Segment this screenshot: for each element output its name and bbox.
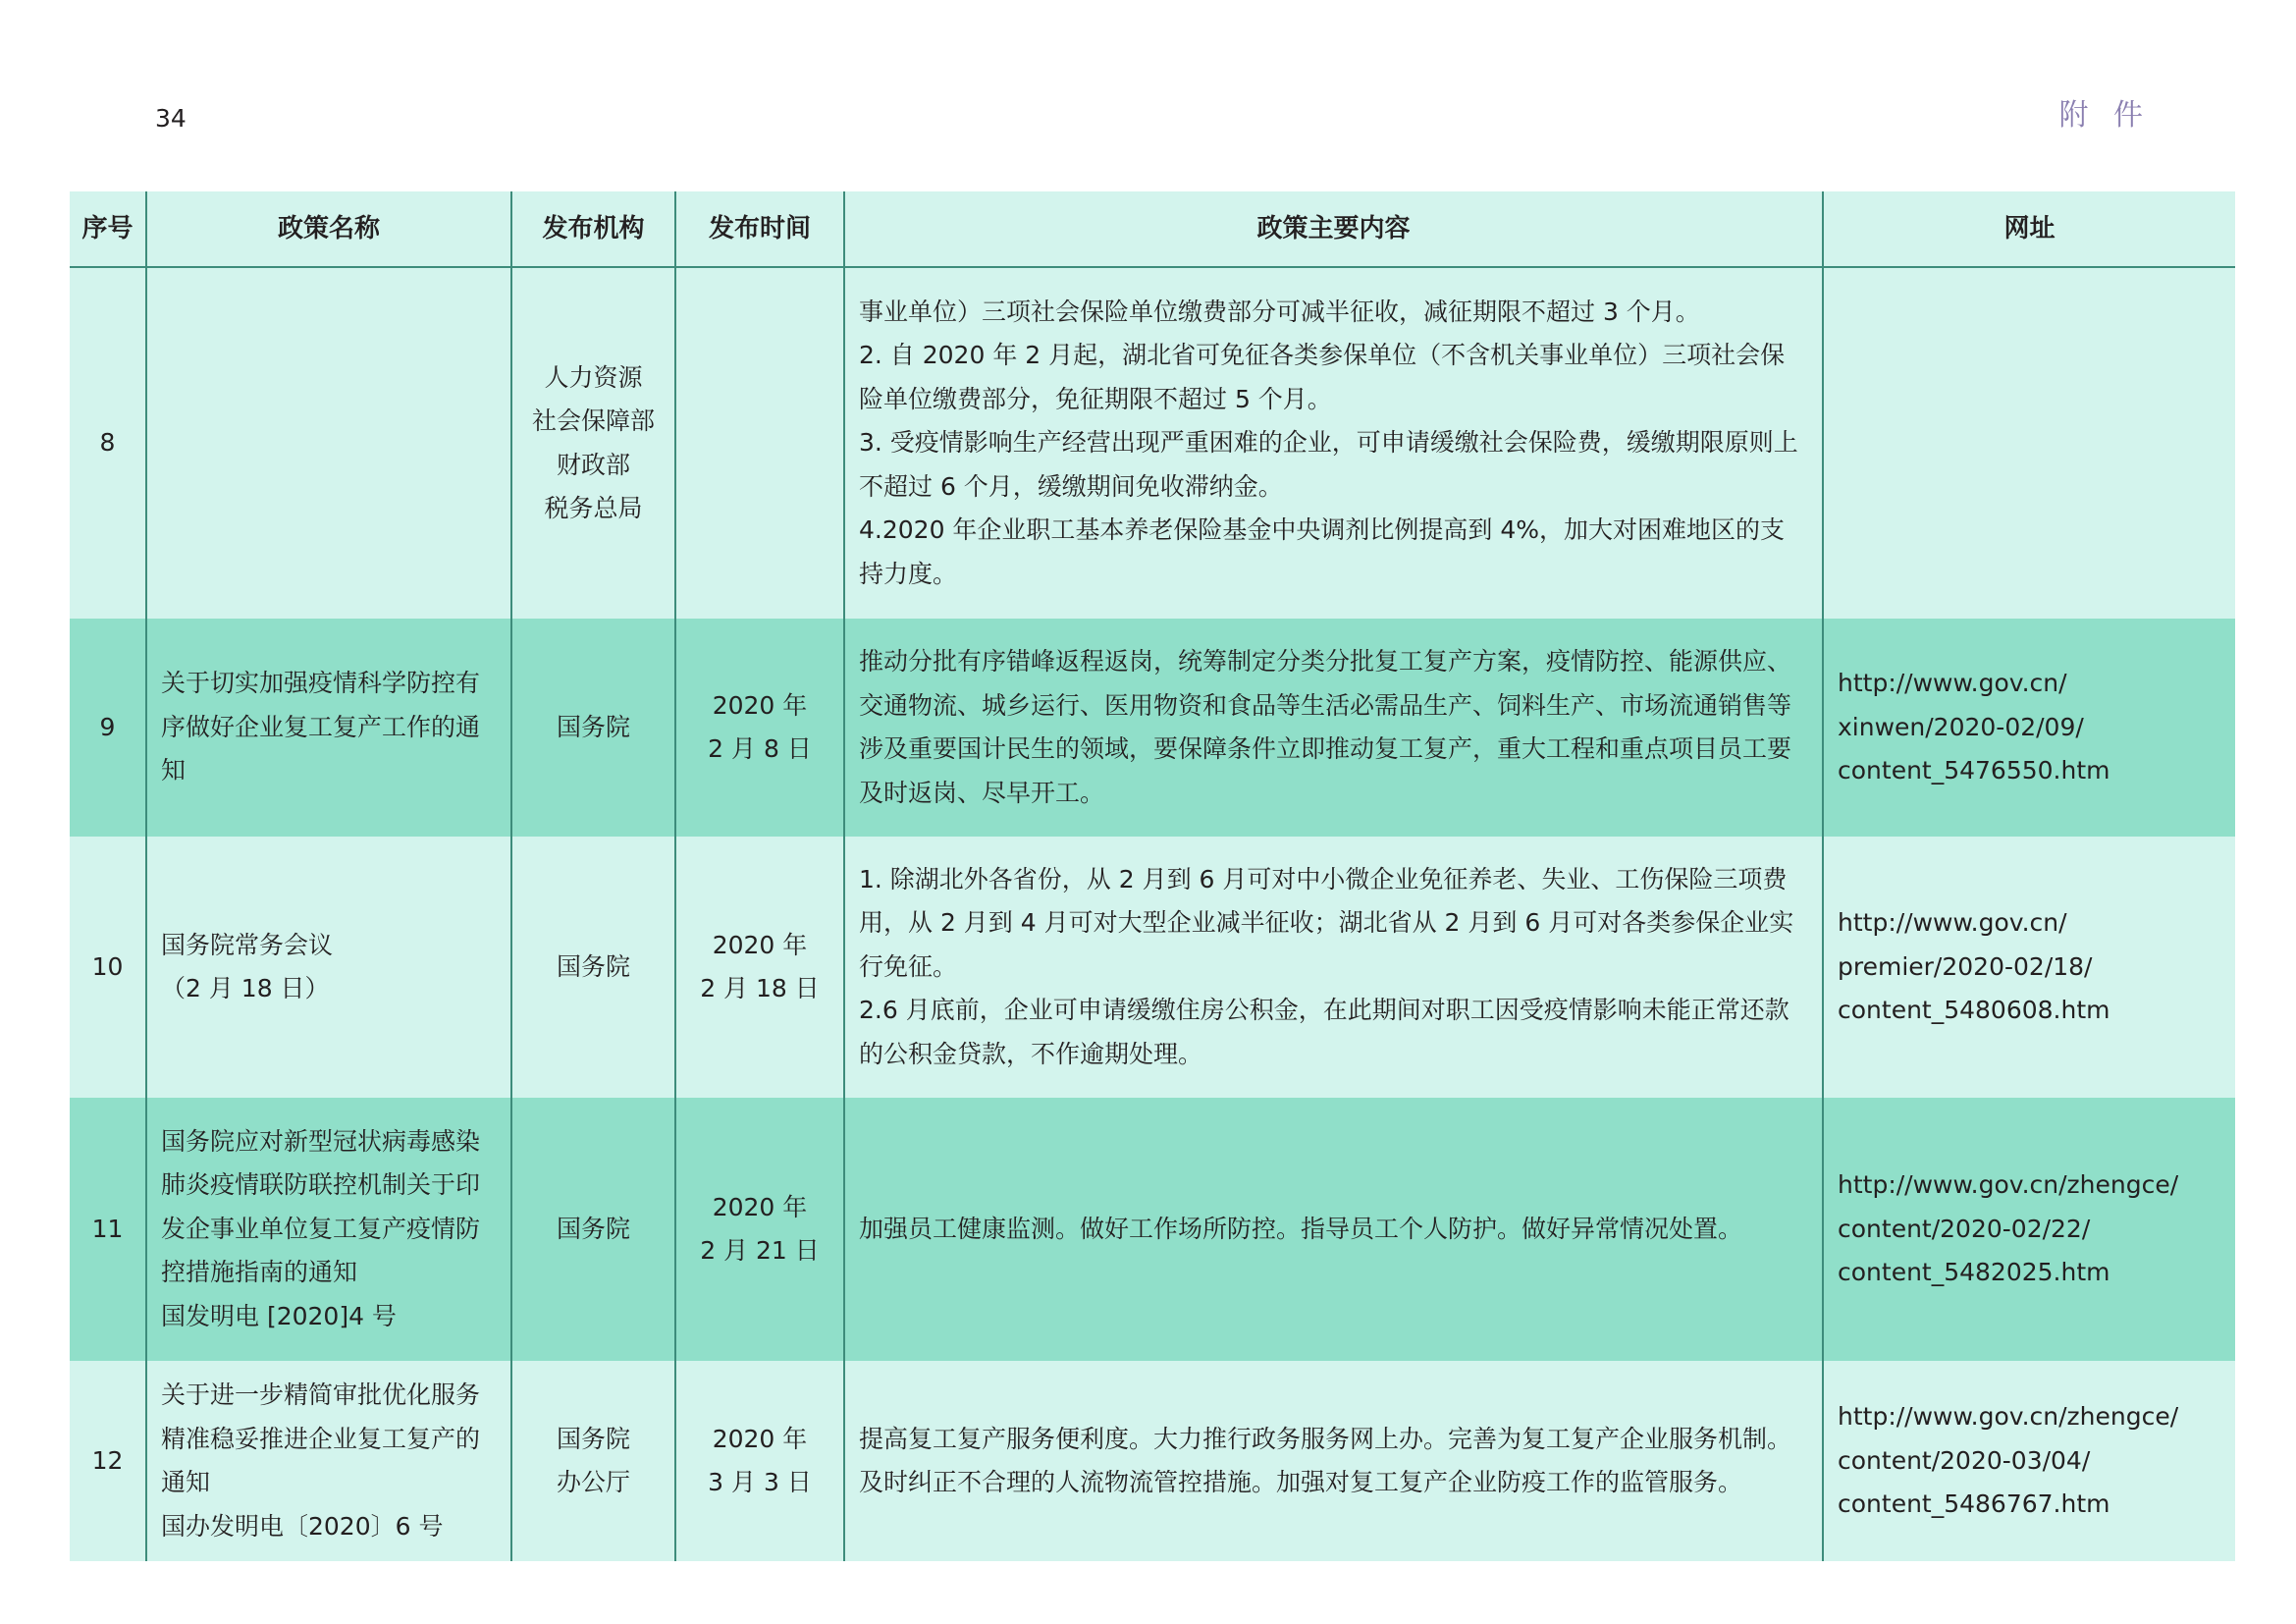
policy-name-line: （2 月 18 日）: [161, 974, 330, 1002]
issuer-line: 国务院: [556, 1214, 630, 1243]
url-link-line[interactable]: http://www.gov.cn/: [1838, 669, 2067, 698]
policy-name-cell: [146, 267, 511, 619]
content-paragraph: 4.2020 年企业职工基本养老保险基金中央调剂比例提高到 4%，加大对困难地区的支持力度。: [859, 515, 1786, 588]
date-line: 2020 年: [712, 1424, 808, 1453]
date-line: 2020 年: [712, 1192, 808, 1221]
url-link-line[interactable]: xinwen/2020-02/09/: [1838, 712, 2084, 741]
content-paragraph: 事业单位）三项社会保险单位缴费部分可减半征收，减征期限不超过 3 个月。: [859, 297, 1700, 326]
row-number: 8: [70, 267, 146, 619]
policy-name-line: 国务院应对新型冠状病毒感染肺炎疫情联防联控机制关于印发企事业单位复工复产疫情防控措施指南的通知: [161, 1126, 481, 1287]
column-header-content: 政策主要内容: [844, 191, 1823, 267]
date-line: 2 月 8 日: [708, 734, 812, 763]
table-row: [70, 619, 2235, 837]
date-line: 2 月 18 日: [700, 974, 820, 1002]
policy-name-line: 国务院常务会议: [161, 930, 334, 959]
release-date-cell: [675, 1361, 844, 1561]
issuer-cell: [511, 1361, 675, 1561]
table-header-row: [70, 191, 2235, 267]
content-paragraph: 2.6 月底前，企业可申请缓缴住房公积金，在此期间对职工因受疫情影响未能正常还款的公积金贷款，不作逾期处理。: [859, 996, 1789, 1068]
policy-table: [70, 191, 2235, 1561]
issuer-line: 办公厅: [556, 1468, 630, 1496]
url-link-line[interactable]: content_5482025.htm: [1838, 1258, 2110, 1287]
policy-name-cell: [146, 837, 511, 1098]
url-link-line[interactable]: content_5480608.htm: [1838, 996, 2110, 1025]
release-date-cell: [675, 267, 844, 619]
table-row: [70, 1098, 2235, 1361]
issuer-cell: [511, 837, 675, 1098]
policy-name-cell: [146, 1098, 511, 1361]
url-link-line[interactable]: content/2020-03/04/: [1838, 1445, 2091, 1475]
issuer-cell: [511, 619, 675, 837]
url-cell: [1823, 619, 2235, 837]
row-number: 11: [70, 1098, 146, 1361]
url-cell: [1823, 837, 2235, 1098]
table-row: [70, 837, 2235, 1098]
content-paragraph: 3. 受疫情影响生产经营出现严重困难的企业，可申请缓缴社会保险费，缓缴期限原则上不超过 6 个月，缓缴期间免收滞纳金。: [859, 428, 1798, 501]
content-paragraph: 1. 除湖北外各省份，从 2 月到 6 月可对中小微企业免征养老、失业、工伤保险三项费用，从 2 月到 4 月可对大型企业减半征收；湖北省从 2 月到 6 月可对各类参保企业实行免征。: [859, 864, 1794, 981]
url-cell: [1823, 267, 2235, 619]
date-line: 2020 年: [712, 930, 808, 959]
url-link-line[interactable]: premier/2020-02/18/: [1838, 951, 2093, 981]
column-header-org: 发布机构: [511, 191, 675, 267]
url-link-line[interactable]: content/2020-02/22/: [1838, 1214, 2091, 1243]
release-date-cell: [675, 837, 844, 1098]
policy-content-cell: [844, 619, 1823, 837]
policy-name-line: 关于进一步精简审批优化服务 精准稳妥推进企业复工复产的通知: [161, 1380, 481, 1496]
section-label: 附 件: [2058, 98, 2151, 133]
url-link-line[interactable]: content_5476550.htm: [1838, 756, 2110, 785]
policy-content-cell: [844, 1361, 1823, 1561]
policy-content-cell: [844, 267, 1823, 619]
column-header-url: 网址: [1823, 191, 2235, 267]
issuer-cell: [511, 267, 675, 619]
column-header-no: 序号: [70, 191, 146, 267]
url-link-line[interactable]: http://www.gov.cn/zhengce/: [1838, 1170, 2179, 1200]
policy-content-cell: [844, 837, 1823, 1098]
content-paragraph: 提高复工复产服务便利度。大力推行政务服务网上办。完善为复工复产企业服务机制。及时纠正不合理的人流物流管控措施。加强对复工复产企业防疫工作的监管服务。: [859, 1424, 1792, 1496]
page-number: 34: [155, 104, 187, 133]
issuer-line: 国务院: [556, 1424, 630, 1453]
row-number: 10: [70, 837, 146, 1098]
issuer-line: 国务院: [556, 951, 630, 981]
issuer-line: 财政部: [556, 450, 630, 479]
table-row: [70, 1361, 2235, 1561]
issuer-line: 国务院: [556, 712, 630, 741]
column-header-date: 发布时间: [675, 191, 844, 267]
policy-doc-number: 国办发明电〔2020〕6 号: [161, 1511, 444, 1541]
issuer-cell: [511, 1098, 675, 1361]
url-cell: [1823, 1361, 2235, 1561]
url-link-line[interactable]: http://www.gov.cn/: [1838, 908, 2067, 938]
url-cell: [1823, 1098, 2235, 1361]
date-line: 3 月 3 日: [708, 1468, 812, 1496]
issuer-line: 社会保障部: [531, 406, 655, 435]
row-number: 9: [70, 619, 146, 837]
issuer-line: 税务总局: [544, 494, 643, 522]
content-paragraph: 2. 自 2020 年 2 月起，湖北省可免征各类参保单位（不含机关事业单位）三项社会保险单位缴费部分，免征期限不超过 5 个月。: [859, 341, 1786, 413]
row-number: 12: [70, 1361, 146, 1561]
column-header-name: 政策名称: [146, 191, 511, 267]
policy-content-cell: [844, 1098, 1823, 1361]
policy-doc-number: 国发明电 [2020]4 号: [161, 1301, 397, 1330]
content-paragraph: 加强员工健康监测。做好工作场所防控。指导员工个人防护。做好异常情况处置。: [859, 1214, 1743, 1243]
policy-name-cell: [146, 619, 511, 837]
release-date-cell: [675, 1098, 844, 1361]
policy-name-cell: [146, 1361, 511, 1561]
date-line: 2020 年: [712, 690, 808, 720]
policy-name-line: 关于切实加强疫情科学防控有序做好企业复工复产工作的通知: [161, 669, 481, 785]
url-link-line[interactable]: http://www.gov.cn/zhengce/: [1838, 1402, 2179, 1432]
date-line: 2 月 21 日: [700, 1236, 820, 1265]
url-link-line[interactable]: content_5486767.htm: [1838, 1489, 2110, 1519]
release-date-cell: [675, 619, 844, 837]
table-row: [70, 267, 2235, 619]
issuer-line: 人力资源: [544, 362, 643, 392]
content-paragraph: 推动分批有序错峰返程返岗，统筹制定分类分批复工复产方案，疫情防控、能源供应、交通物流、城乡运行、医用物资和食品等生活必需品生产、饲料生产、市场流通销售等涉及重要国计民生的领域，要保障条件立即推动复工复产，重大工程和重点项目员工要及时返岗、尽早开工。: [859, 647, 1792, 807]
